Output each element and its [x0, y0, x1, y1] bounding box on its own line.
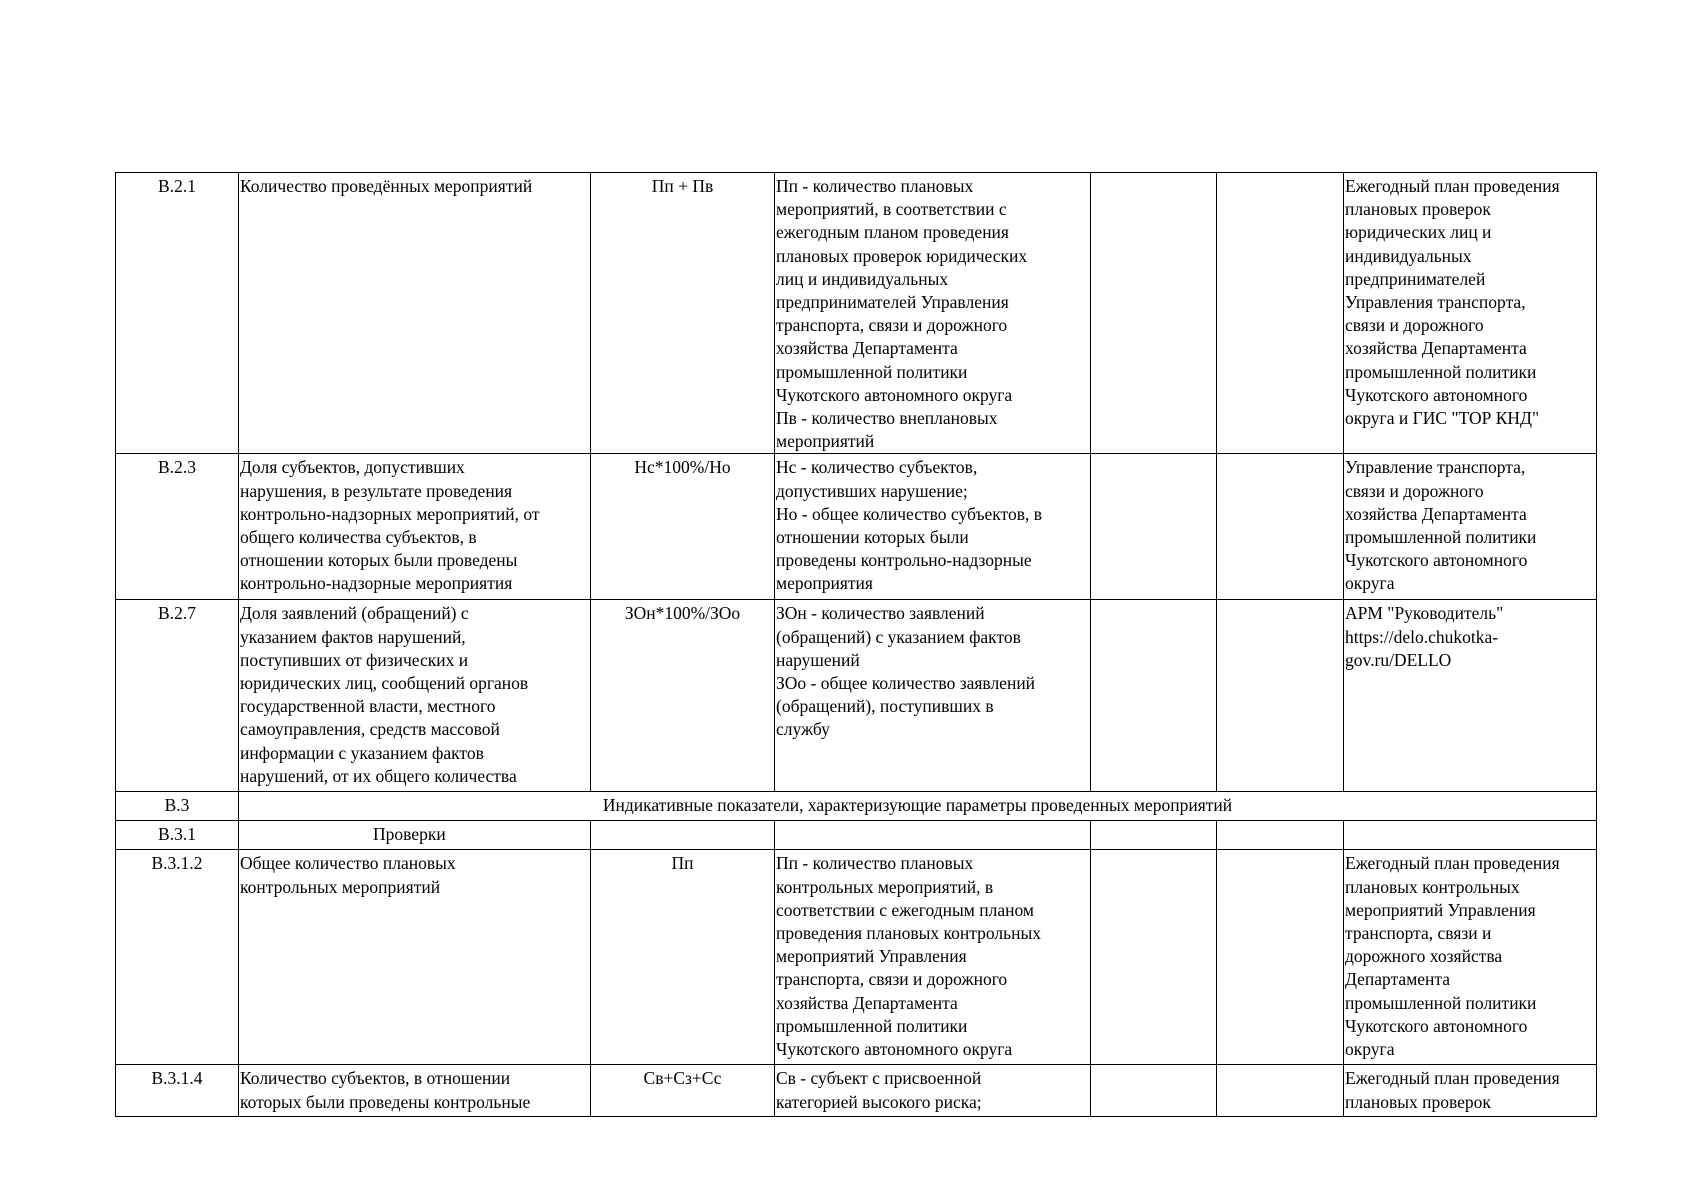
indicator-name: Количество субъектов, в отношении которых были проведены контрольные: [239, 1065, 591, 1117]
indicator-col5: [1091, 1065, 1217, 1117]
indicator-description: Св - субъект с присвоенной категорией высокого риска;: [775, 1065, 1091, 1117]
indicator-description: ЗОн - количество заявлений (обращений) с указанием фактов нарушений ЗОо - общее количество заявлений (обращений), поступивших в службу: [775, 600, 1091, 792]
indicator-code: В.3.1.2: [116, 850, 239, 1065]
indicator-col6: [1217, 1065, 1344, 1117]
indicator-col6: [1217, 173, 1344, 454]
section-row: [116, 792, 1597, 821]
section-code: В.3: [116, 792, 239, 821]
indicator-source: Ежегодный план проведения плановых проверок юридических лиц и индивидуальных предпринимателей Управления транспорта, связи и дорожного хозяйства Департамента промышленной политики Чукотского автономного округа и ГИС "ТОР КНД": [1344, 173, 1597, 454]
empty-cell: [1217, 821, 1344, 850]
indicator-source: Ежегодный план проведения плановых проверок: [1344, 1065, 1597, 1117]
table-row: [116, 173, 1597, 454]
indicator-name: Количество проведённых мероприятий: [239, 173, 591, 454]
empty-cell: [775, 821, 1091, 850]
indicator-formula: ЗОн*100%/ЗОо: [591, 600, 775, 792]
indicator-formula: Св+Сз+Сс: [591, 1065, 775, 1117]
indicator-col6: [1217, 600, 1344, 792]
table-row: [116, 850, 1597, 1065]
indicator-formula: Нс*100%/Но: [591, 454, 775, 600]
indicator-name: Доля заявлений (обращений) с указанием фактов нарушений, поступивших от физических и юридических лиц, сообщений органов государственной власти, местного самоуправления, средств массовой информации с указанием фактов нарушений, от их общего количества: [239, 600, 591, 792]
indicator-formula: Пп + Пв: [591, 173, 775, 454]
indicator-name: Общее количество плановых контрольных мероприятий: [239, 850, 591, 1065]
indicator-code: В.2.1: [116, 173, 239, 454]
subsection-row: [116, 821, 1597, 850]
indicator-formula: Пп: [591, 850, 775, 1065]
table-row: [116, 1065, 1597, 1117]
indicator-description: Пп - количество плановых контрольных мероприятий, в соответствии с ежегодным планом проведения плановых контрольных мероприятий Управления транспорта, связи и дорожного хозяйства Департамента промышленной политики Чукотского автономного округа: [775, 850, 1091, 1065]
subsection-title: Проверки: [239, 821, 591, 850]
indicator-col6: [1217, 850, 1344, 1065]
indicator-col5: [1091, 600, 1217, 792]
indicator-col5: [1091, 173, 1217, 454]
empty-cell: [1344, 821, 1597, 850]
indicator-code: В.3.1.4: [116, 1065, 239, 1117]
indicator-source: Ежегодный план проведения плановых контрольных мероприятий Управления транспорта, связи и дорожного хозяйства Департамента промышленной политики Чукотского автономного округа: [1344, 850, 1597, 1065]
subsection-code: В.3.1: [116, 821, 239, 850]
table-row: [116, 454, 1597, 600]
indicator-col5: [1091, 454, 1217, 600]
section-title: Индикативные показатели, характеризующие параметры проведенных мероприятий: [239, 792, 1597, 821]
indicator-description: Пп - количество плановых мероприятий, в соответствии с ежегодным планом проведения плановых проверок юридических лиц и индивидуальных предпринимателей Управления транспорта, связи и дорожного хозяйства Департамента промышленной политики Чукотского автономного округа Пв - количество внеплановых мероприятий: [775, 173, 1091, 454]
document-page: [115, 172, 1596, 1117]
indicator-col6: [1217, 454, 1344, 600]
table-row: [116, 600, 1597, 792]
indicator-description: Нс - количество субъектов, допустивших нарушение; Но - общее количество субъектов, в отношении которых были проведены контрольно-надзорные мероприятия: [775, 454, 1091, 600]
indicator-source: Управление транспорта, связи и дорожного хозяйства Департамента промышленной политики Чукотского автономного округа: [1344, 454, 1597, 600]
empty-cell: [591, 821, 775, 850]
indicator-col5: [1091, 850, 1217, 1065]
indicators-table: [115, 172, 1597, 1117]
empty-cell: [1091, 821, 1217, 850]
indicator-code: В.2.7: [116, 600, 239, 792]
indicator-code: В.2.3: [116, 454, 239, 600]
indicator-name: Доля субъектов, допустивших нарушения, в результате проведения контрольно-надзорных мероприятий, от общего количества субъектов, в отношении которых были проведены контрольно-надзорные мероприятия: [239, 454, 591, 600]
indicator-source: АРМ "Руководитель" https://delo.chukotka- gov.ru/DELLO: [1344, 600, 1597, 792]
